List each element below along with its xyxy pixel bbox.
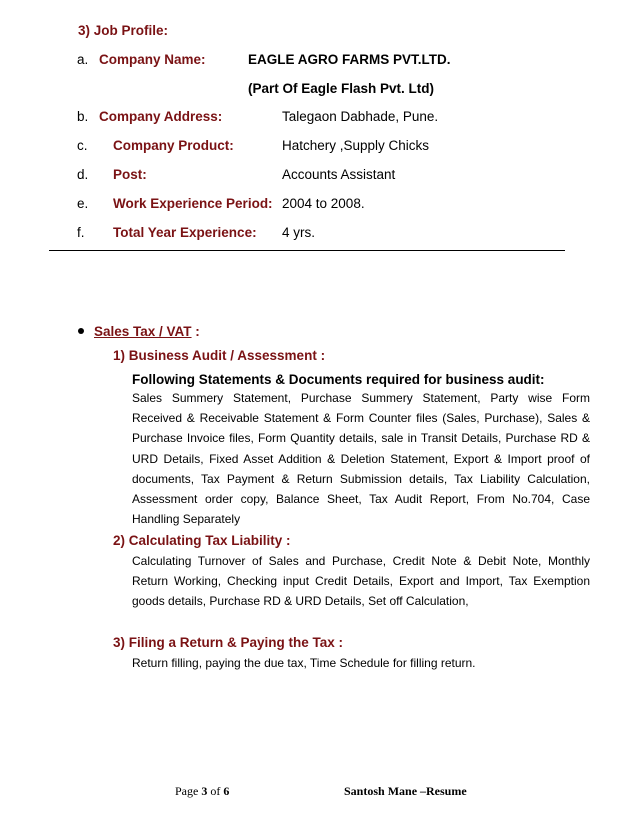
row-letter-a: a. (77, 52, 89, 67)
company-name-label: Company Name: (99, 52, 206, 67)
tax-liability-text: Calculating Turnover of Sales and Purchase, Credit Note & Debit Note, Monthly Return Working, Checking input Credit Details, Export and Import, Tax Exemption goods details, Purchase RD & URD Details, Set off Calculation, (132, 554, 590, 609)
business-audit-heading: 1) Business Audit / Assessment : (113, 348, 326, 363)
business-audit-text: Sales Summery Statement, Purchase Summery Statement, Party wise Form Received & Receivable Statement & Form Counter files (Sales, Purchase), Sales & Purchase Invoice files, Form Quantity details, sale in Transit Details, Purchase RD & URD Details, Fixed Asset Addition & Deletion Statement, Export & Import proof of documents, Tax Payment & Return Submission details, Tax Liability Calculation, Assessment order copy, Balance Sheet, Tax Audit Report, From No.704, Case Handling Separately (132, 391, 590, 527)
row-letter-d: d. (77, 167, 89, 182)
business-audit-subheading: Following Statements & Documents required for business audit: (132, 372, 545, 387)
company-name-value: EAGLE AGRO FARMS PVT.LTD. (248, 52, 451, 67)
sales-tax-title-text: Sales Tax / VAT (94, 324, 192, 339)
sales-tax-title (94, 324, 200, 339)
page-total: 6 (223, 784, 230, 798)
work-experience-value: 2004 to 2008. (282, 196, 365, 211)
page-prefix: Page (175, 784, 202, 798)
company-address-value: Talegaon Dabhade, Pune. (282, 109, 439, 124)
total-experience-value: 4 yrs. (282, 225, 316, 240)
filing-return-text: Return filling, paying the due tax, Time Schedule for filling return. (132, 656, 476, 670)
row-letter-b: b. (77, 109, 89, 124)
page-number (175, 784, 229, 799)
job-profile-heading: 3) Job Profile: (78, 23, 169, 38)
row-letter-f: f. (77, 225, 85, 240)
section-divider (49, 250, 565, 251)
row-letter-e: e. (77, 196, 89, 211)
company-parent-value: (Part Of Eagle Flash Pvt. Ltd) (248, 81, 435, 96)
company-product-label: Company Product: (113, 138, 234, 153)
row-letter-c: c. (77, 138, 88, 153)
filing-return-heading: 3) Filing a Return & Paying the Tax : (113, 635, 344, 650)
post-label: Post: (113, 167, 147, 182)
total-experience-label: Total Year Experience: (113, 225, 257, 240)
work-experience-label: Work Experience Period: (113, 196, 273, 211)
company-address-label: Company Address: (99, 109, 223, 124)
page-of: of (207, 784, 224, 798)
post-value: Accounts Assistant (282, 167, 396, 182)
tax-liability-heading: 2) Calculating Tax Liability : (113, 533, 291, 548)
company-product-value: Hatchery ,Supply Chicks (282, 138, 430, 153)
bullet-icon (78, 328, 84, 334)
resume-label: Santosh Mane –Resume (344, 784, 467, 798)
sales-tax-title-suffix: : (191, 324, 200, 339)
page-current: 3 (201, 784, 208, 798)
